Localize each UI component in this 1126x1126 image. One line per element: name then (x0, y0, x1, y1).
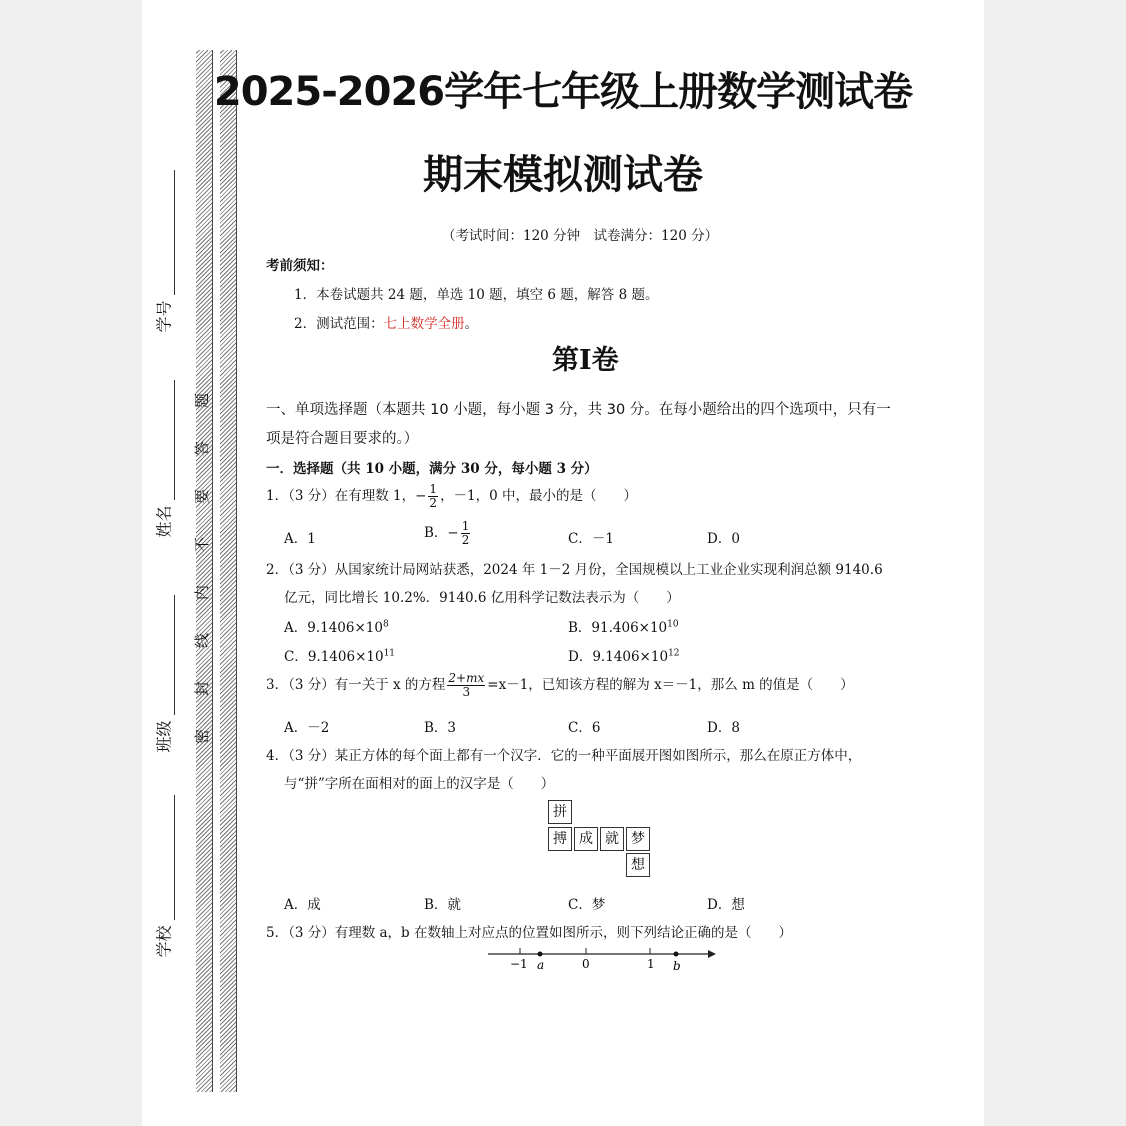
frac-num: 1 (429, 482, 438, 496)
seal-char: 线 (193, 632, 212, 649)
option-text: A．9.1406×10 (284, 620, 383, 636)
option-c: C．－1 (568, 531, 614, 547)
option-d (568, 645, 680, 665)
option-b (568, 616, 679, 636)
fraction (461, 520, 471, 547)
option-text: B．91.406×10 (568, 620, 668, 636)
label-zero: 0 (582, 957, 590, 971)
fraction (447, 672, 485, 699)
class-label: 班级 (154, 720, 174, 753)
option-c (284, 645, 395, 665)
exam-info: （考试时间：120 分钟 试卷满分：120 分） (442, 228, 719, 244)
option-d: D．0 (707, 531, 740, 547)
school-field[interactable] (174, 795, 175, 920)
binding-hatch-inner (220, 50, 236, 1092)
net-cell: 成 (574, 827, 598, 851)
net-cell: 就 (600, 827, 624, 851)
notice-item (294, 312, 478, 332)
axis-arrow (708, 950, 716, 958)
notice-scope: 七上数学全册 (383, 316, 465, 332)
exam-subtitle: 期末模拟测试卷 (423, 152, 703, 198)
question-4: 4．（3 分）某正方体的每个面上都有一个汉字．它的一种平面展开图如图所示，那么在原正方体中， (266, 748, 862, 764)
question-2-cont: 亿元，同比增长 10.2%．9140.6 亿用科学记数法表示为（ ） (284, 590, 680, 606)
option-d: D．8 (707, 720, 740, 736)
exponent: 10 (667, 619, 679, 630)
notice-scope-prefix: 2．测试范围： (294, 316, 384, 332)
option-a: A．成 (284, 897, 321, 913)
exponent: 12 (668, 648, 680, 659)
name-field[interactable] (174, 380, 175, 500)
option-b: B．3 (424, 720, 457, 736)
net-cell: 梦 (626, 827, 650, 851)
option-b: B．就 (424, 897, 461, 913)
binding-line (236, 50, 237, 1092)
seal-char: 不 (193, 536, 212, 553)
sub-heading: 一．选择题（共 10 小题，满分 30 分，每小题 3 分） (266, 461, 598, 477)
net-cell: 想 (626, 853, 650, 877)
option-a (284, 616, 389, 636)
q3-stem: 3．（3 分）有一关于 x 的方程 (266, 677, 446, 693)
option-c: C．梦 (568, 897, 606, 913)
q1-stem: 1．（3 分）在有理数 1，− (266, 488, 427, 504)
volume-title: 第Ⅰ卷 (552, 345, 619, 376)
q3-stem: =x－1，已知该方程的解为 x＝－1，那么 m 的值是（ ） (487, 677, 854, 693)
exponent: 8 (382, 619, 389, 630)
point-a (538, 952, 543, 957)
option-text: C．9.1406×10 (284, 649, 384, 665)
frac-den: 3 (462, 685, 471, 699)
notice-scope-suffix: 。 (464, 316, 479, 332)
frac-num: 2+mx (448, 671, 485, 685)
label-minus-one: −1 (510, 957, 528, 971)
fraction (428, 483, 438, 510)
label-a: a (537, 958, 545, 972)
section-heading-cont: 项是符合题目要求的。） (266, 431, 419, 447)
option-c: C．6 (568, 720, 601, 736)
q1-stem: ，－1，0 中，最小的是（ ） (440, 488, 638, 504)
net-cell: 拼 (548, 800, 572, 824)
section-heading: 一、单项选择题（本题共 10 小题，每小题 3 分，共 30 分。在每小题给出的四个选项中，只有一 (266, 402, 891, 418)
option-text: D．9.1406×10 (568, 649, 669, 665)
question-1 (266, 483, 637, 510)
label-one: 1 (647, 957, 655, 971)
name-label: 姓名 (154, 505, 174, 538)
seal-char: 密 (193, 728, 212, 745)
option-b-label: B．− (424, 525, 459, 541)
option-a: A．－2 (284, 720, 330, 736)
seal-char: 题 (193, 392, 212, 409)
exam-title: 2025-2026学年七年级上册数学测试卷 (213, 69, 913, 115)
exam-page (142, 0, 984, 1126)
notice-item: 1．本卷试题共 24 题，单选 10 题，填空 6 题，解答 8 题。 (294, 287, 659, 303)
seal-char: 封 (193, 680, 212, 697)
number-line (482, 944, 722, 976)
frac-num: 1 (461, 519, 470, 533)
label-b: b (673, 959, 681, 973)
question-2: 2．（3 分）从国家统计局网站获悉，2024 年 1－2 月份，全国规模以上工业企业实现利润总额 9140.6 (266, 562, 883, 578)
point-b (674, 952, 679, 957)
seal-char: 要 (193, 488, 212, 505)
binding-line (212, 50, 213, 1092)
exponent: 11 (383, 648, 396, 659)
option-b (424, 520, 472, 547)
option-d: D．想 (707, 897, 745, 913)
student-id-label: 学号 (154, 300, 174, 333)
class-field[interactable] (174, 595, 175, 715)
frac-den: 2 (429, 496, 438, 510)
binding-hatch-outer (196, 50, 212, 1092)
net-cell: 搏 (548, 827, 572, 851)
seal-char: 内 (193, 584, 212, 601)
notice-label: 考前须知： (266, 258, 334, 274)
question-3 (266, 672, 854, 699)
question-5: 5．（3 分）有理数 a，b 在数轴上对应点的位置如图所示，则下列结论正确的是（ ） (266, 925, 792, 941)
seal-char: 答 (193, 440, 212, 457)
school-label: 学校 (154, 925, 174, 958)
option-a: A．1 (284, 531, 316, 547)
question-4-cont: 与“拼”字所在面相对的面上的汉字是（ ） (284, 776, 555, 792)
frac-den: 2 (461, 533, 470, 547)
